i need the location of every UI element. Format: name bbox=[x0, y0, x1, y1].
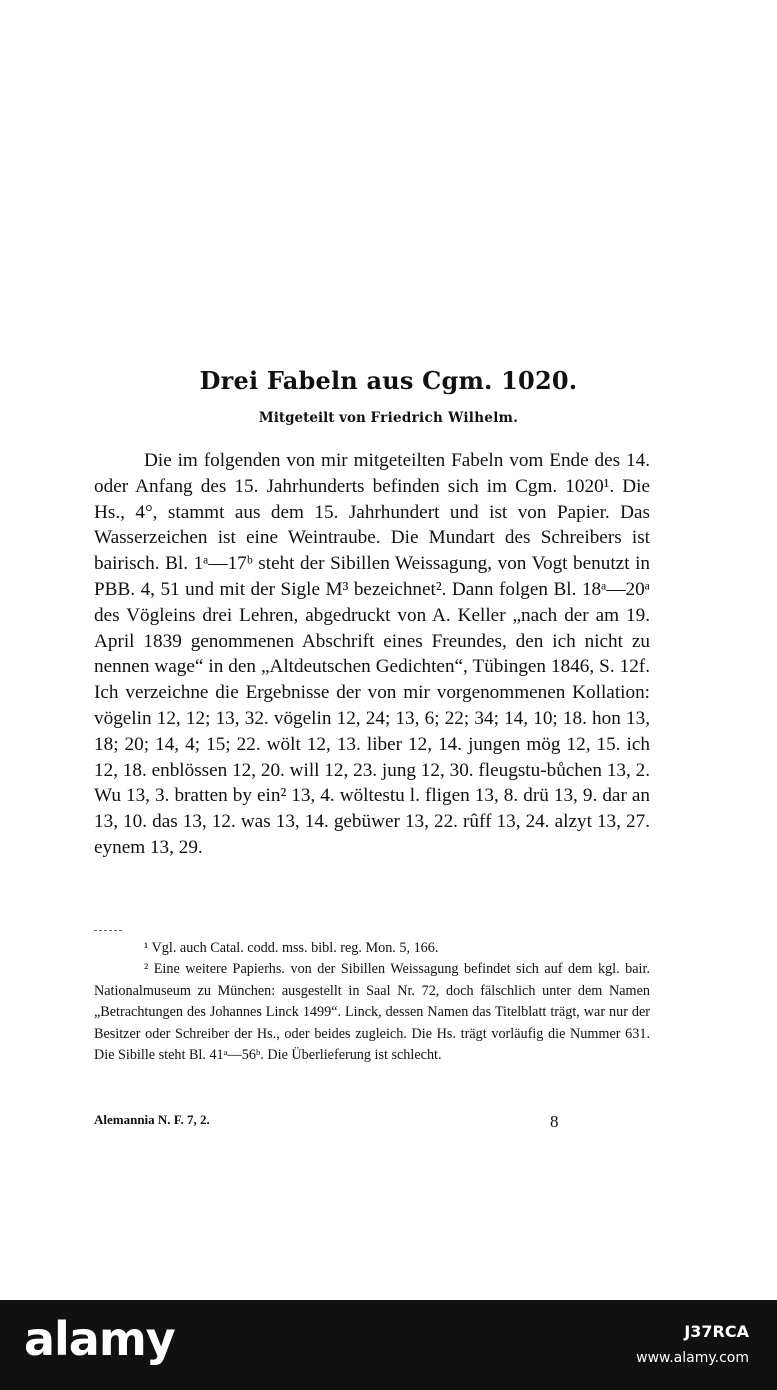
byline-prefix: Mitgeteilt von bbox=[258, 410, 366, 426]
footnote-separator bbox=[94, 930, 122, 931]
stock-watermark-bar bbox=[0, 1300, 777, 1390]
author-name: Friedrich Wilhelm. bbox=[370, 410, 519, 426]
image-id: J37RCA bbox=[684, 1322, 749, 1341]
alamy-logo: alamy bbox=[24, 1312, 175, 1366]
footnote-2: ² Eine weitere Papierhs. von der Sibillen Weissagung befindet sich auf dem kgl. bair. Nationalmuseum zu München: ausgestellt in Saal Nr. 72, doch fälschlich unter dem Namen „Betrachtungen des Johannes Linck 1499“. Linck, dessen Namen das Titelblatt trägt, war nur der Besitzer oder Schreiber der Hs., oder beides zugleich. Die Hs. trägt vorläufig die Nummer 631. Die Sibille steht Bl. 41ᵃ—56ᵇ. Die Überlieferung ist schlecht. bbox=[94, 961, 650, 1064]
page-footer bbox=[94, 1112, 650, 1131]
article-byline bbox=[0, 410, 777, 426]
watermark-url: www.alamy.com bbox=[636, 1350, 749, 1366]
body-paragraph: Die im folgenden von mir mitgeteilten Fabeln vom Ende des 14. oder Anfang des 15. Jahrhunderts befinden sich im Cgm. 1020¹. Die Hs., 4°, stammt aus dem 15. Jahrhundert und ist von Papier. Das Wasserzeichen ist eine Weintraube. Die Mundart des Schreibers ist bairisch. Bl. 1ᵃ—17ᵇ steht der Sibillen Weissagung, von Vogt benutzt in PBB. 4, 51 und mit der Sigle M³ bezeichnet². Dann folgen Bl. 18ᵃ—20ᵃ des Vögleins drei Lehren, abgedruckt von A. Keller „nach der am 19. April 1839 genommenen Abschrift eines Freundes, den ich nicht zu nennen wage“ in den „Altdeutschen Gedichten“, Tübingen 1846, S. 12f. Ich verzeichne die Ergebnisse der von mir vorgenommenen Kollation: vögelin 12, 12; 13, 32. vögelin 12, 24; 13, 6; 22; 34; 14, 10; 18. hon 13, 18; 20; 14, 4; 15; 22. wölt 12, 13. liber 12, 14. jungen mög 12, 15. ich 12, 18. enblössen 12, 20. will 12, 23. jung 12, 30. fleugstu-bůchen 13, 2. Wu 13, 3. bratten by ein² 13, 4. wöltestu l. fligen 13, 8. drü 13, 9. dar an 13, 10. das 13, 12. was 13, 14. gebüwer 13, 22. rûff 13, 24. alzyt 13, 27. eynem 13, 29. bbox=[94, 450, 650, 858]
article-title: Drei Fabeln aus Cgm. 1020. bbox=[199, 366, 578, 395]
footnote-1: ¹ Vgl. auch Catal. codd. mss. bibl. reg. Mon. 5, 166. bbox=[144, 940, 439, 956]
footnotes bbox=[94, 938, 650, 1066]
signature-mark: Alemannia N. F. 7, 2. bbox=[94, 1112, 210, 1127]
page-number: 8 bbox=[550, 1112, 559, 1131]
